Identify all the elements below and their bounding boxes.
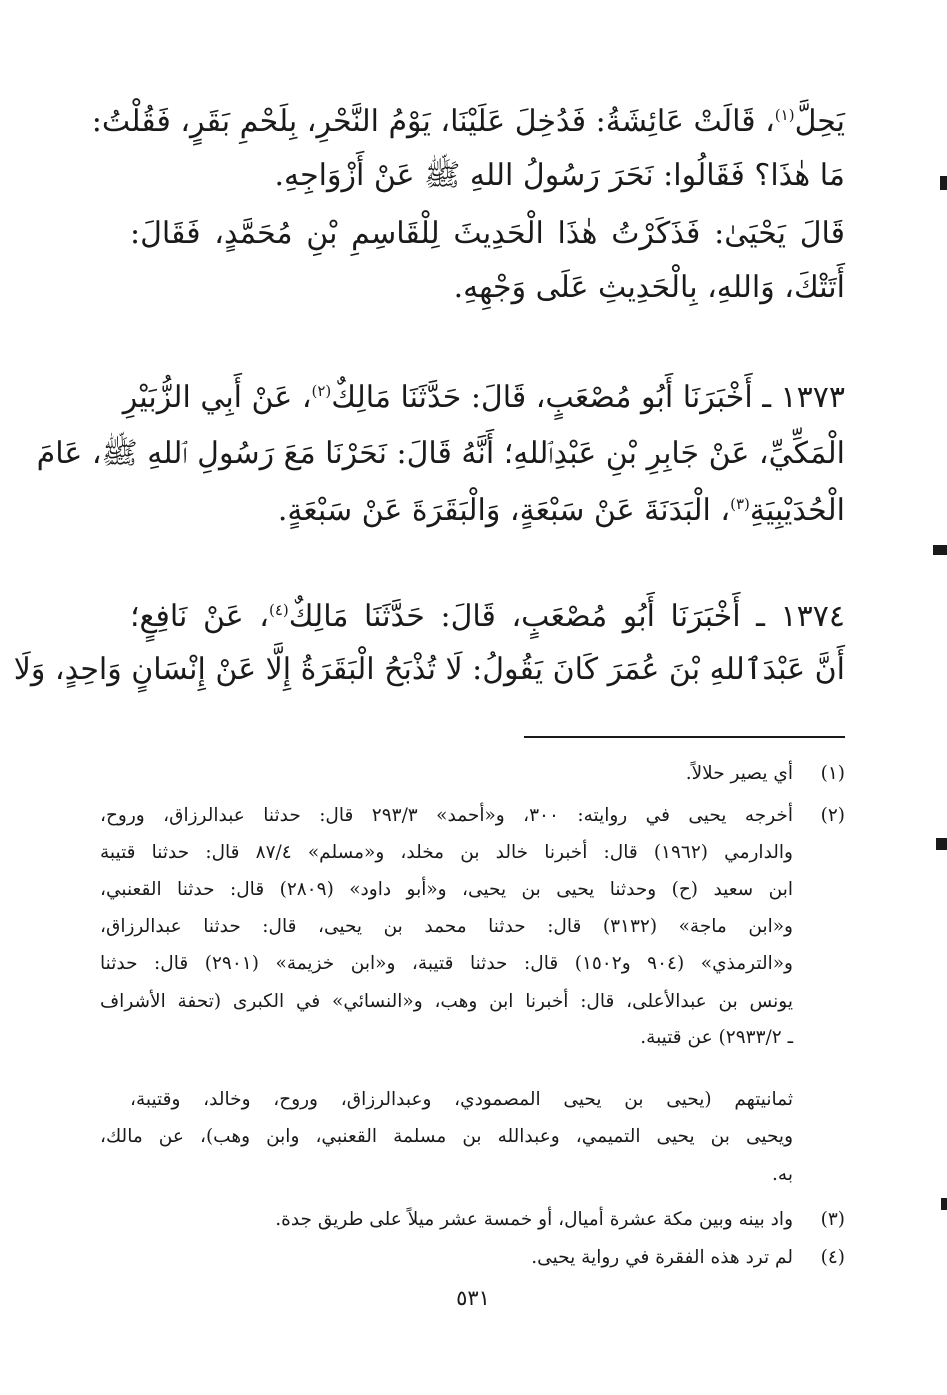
line-text: يَحِلَّ <box>794 104 845 139</box>
footnote-line <box>100 911 845 943</box>
footnote-ref[interactable]: (٢) <box>311 382 332 400</box>
line-text: الْحُدَيْبِيَةِ <box>749 493 845 528</box>
hadith-number-line: ١٣٧٣ ـ أَخْبَرَنَا أَبُو مُصْعَبٍ، قَالَ: حَدَّثَنَا مَالِكٌ <box>331 380 845 415</box>
footnote-number: (٣) <box>820 1209 845 1230</box>
line-text-rest: ، الْبَدَنَةَ عَنْ سَبْعَةٍ، وَالْبَقَرَةَ عَنْ سَبْعَةٍ. <box>277 493 731 528</box>
footnote <box>100 1204 845 1236</box>
footnote-ref[interactable]: (١) <box>774 106 795 124</box>
footnote-text: ويحيى بن يحيى التميمي، وعبدالله بن مسلمة القعنبي، وابن وهب)، عن مالك، <box>100 1126 793 1147</box>
main-text-line <box>13 643 845 697</box>
line-text: الْمَكِّيِّ، عَنْ جَابِرِ بْنِ عَبْدِٱللهِ؛ أَنَّهُ قَالَ: نَحَرْنَا مَعَ رَسُولِ ٱللهِ ﷺ، عَامَ <box>36 436 845 471</box>
footnote-number: (١) <box>820 763 845 784</box>
page-number: ٥٣١ <box>456 1286 490 1310</box>
main-text-line <box>100 484 845 538</box>
footnote-text: أخرجه يحيى في روايته: ٣٠٠، و«أحمد» ٢٩٣/٣ قال: حدثنا عبدالرزاق، وروح، <box>100 805 793 826</box>
footnote <box>100 800 845 832</box>
hadith-number-line: ١٣٧٤ ـ أَخْبَرَنَا أَبُو مُصْعَبٍ، قَالَ: حَدَّثَنَا مَالِكٌ <box>288 599 845 634</box>
main-text-line <box>122 371 845 425</box>
footnote-number: (٤) <box>820 1247 845 1268</box>
footnote-line <box>100 874 845 906</box>
footnote-text: والدارمي (١٩٦٢) قال: أخبرنا خالد بن مخلد، و«مسلم» ٨٧/٤ قال: حدثنا قتيبة <box>100 842 793 863</box>
footnote-text: لم ترد هذه الفقرة في رواية يحيى. <box>531 1247 793 1268</box>
footnote <box>100 1242 845 1274</box>
scan-edge-mark <box>933 545 947 555</box>
line-text-rest: ، قَالَتْ عَائِشَةُ: فَدُخِلَ عَلَيْنَا، يَوْمُ النَّحْرِ، بِلَحْمِ بَقَرٍ، فَقُلْتُ: <box>91 104 775 139</box>
footnote-line <box>100 1022 845 1054</box>
footnote-line <box>100 1121 845 1153</box>
footnote-text: ـ ٢٩٣٣/٢) عن قتيبة. <box>640 1027 793 1048</box>
main-text-line <box>100 149 845 203</box>
main-text-line <box>130 590 845 644</box>
footnote-text: و«الترمذي» (٩٠٤ و١٥٠٢) قال: حدثنا قتيبة، و«ابن خزيمة» (٢٩٠١) قال: حدثنا <box>100 953 793 974</box>
footnote-line <box>100 837 845 869</box>
line-text-rest: ، عَنْ نَافِعٍ؛ <box>130 599 269 634</box>
line-text-rest: ، عَنْ أَبِي الزُّبَيْرِ <box>122 380 312 415</box>
footnote-ref[interactable]: (٤) <box>268 601 289 619</box>
main-text-line <box>100 261 845 315</box>
footnote-line <box>100 948 845 980</box>
footnote-number: (٢) <box>820 805 845 826</box>
footnote-separator <box>524 736 845 738</box>
footnote-text: واد بينه وبين مكة عشرة أميال، أو خمسة عشر ميلاً على طريق جدة. <box>275 1209 793 1230</box>
footnote-line <box>100 986 845 1018</box>
footnote-text: ابن سعيد (ح) وحدثنا يحيى بن يحيى، و«أبو داود» (٢٨٠٩) قال: حدثنا القعنبي، <box>100 879 793 900</box>
line-text: أَنَّ عَبْدَٱللهِ بْنَ عُمَرَ كَانَ يَقُولُ: لَا تُذْبَحُ الْبَقَرَةُ إِلَّا عَنْ إِنْسَانٍ وَاحِدٍ، وَلَا <box>13 652 845 687</box>
footnote-text: أي يصير حلالاً. <box>685 763 793 784</box>
scan-edge-mark <box>940 176 947 190</box>
footnote-text: يونس بن عبدالأعلى، قال: أخبرنا ابن وهب، و«النسائي» في الكبرى (تحفة الأشراف <box>100 991 793 1012</box>
main-text-line <box>91 95 845 149</box>
footnote-text: به. <box>772 1164 793 1185</box>
line-text: مَا هٰذَا؟ فَقَالُوا: نَحَرَ رَسُولُ اللهِ ﷺ عَنْ أَزْوَاجِهِ. <box>274 158 845 193</box>
scan-edge-mark <box>936 838 947 850</box>
main-text-line <box>36 427 845 481</box>
footnote-line <box>100 1084 845 1116</box>
line-text: قَالَ يَحْيَىٰ: فَذَكَرْتُ هٰذَا الْحَدِيثَ لِلْقَاسِمِ بْنِ مُحَمَّدٍ، فَقَالَ: <box>130 216 845 251</box>
footnote-text: ثمانيتهم (يحيى بن يحيى المصمودي، وعبدالرزاق، وروح، وخالد، وقتيبة، <box>130 1089 793 1110</box>
scan-edge-mark <box>941 1198 947 1210</box>
footnote-line <box>100 1159 845 1191</box>
main-text-line <box>130 207 845 261</box>
footnote-text: و«ابن ماجة» (٣١٣٢) قال: حدثنا محمد بن يحيى، قال: حدثنا عبدالرزاق، <box>100 916 793 937</box>
footnote-ref[interactable]: (٣) <box>730 495 750 513</box>
line-text: أَتَتْكَ، وَاللهِ، بِالْحَدِيثِ عَلَى وَجْهِهِ. <box>453 270 845 305</box>
footnote <box>100 758 845 790</box>
